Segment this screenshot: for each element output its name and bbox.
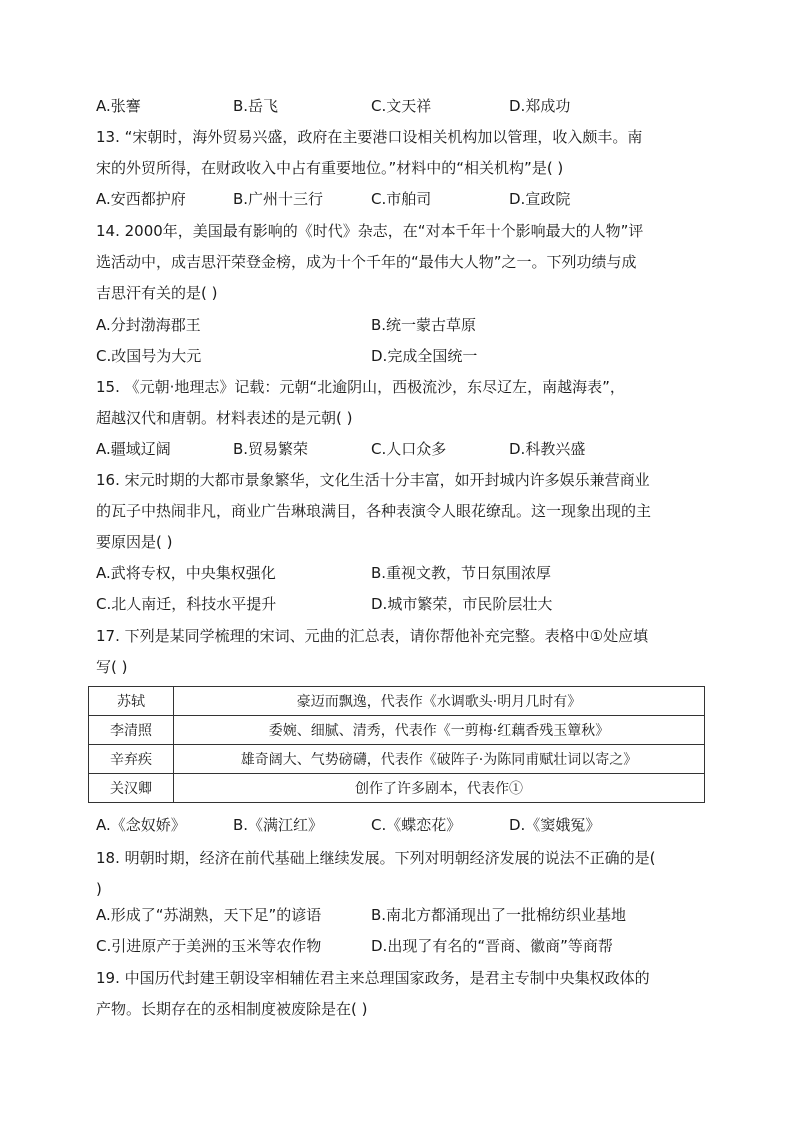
q15-option-c: C.人口众多 bbox=[371, 440, 447, 458]
poet-name: 苏轼 bbox=[89, 687, 174, 716]
q18-option-d: D.出现了有名的“晋商、徽商”等商帮 bbox=[371, 937, 613, 955]
q17-option-b: B.《满江红》 bbox=[233, 816, 324, 834]
q16-stem-line-2: 的瓦子中热闹非凡，商业广告琳琅满目，各种表演令人眼花缭乱。这一现象出现的主 bbox=[96, 502, 652, 520]
q13-option-c: C.市舶司 bbox=[371, 190, 432, 208]
q13-option-b: B.广州十三行 bbox=[233, 190, 324, 208]
q13-option-d: D.宣政院 bbox=[509, 190, 571, 208]
table-row bbox=[89, 687, 705, 716]
q16-stem-line-1: 16. 宋元时期的大都市景象繁华，文化生活十分丰富，如开封城内许多娱乐兼营商业 bbox=[96, 471, 650, 489]
q15-option-d: D.科教兴盛 bbox=[509, 440, 586, 458]
q18-option-c: C.引进原产于美洲的玉米等农作物 bbox=[96, 937, 322, 955]
q19-stem-line-2: 产物。长期存在的丞相制度被废除是在( ) bbox=[96, 1000, 368, 1018]
q14-stem-line-3: 吉思汗有关的是( ) bbox=[96, 284, 218, 302]
q18-option-a: A.形成了“苏湖熟，天下足”的谚语 bbox=[96, 906, 322, 924]
poet-description: 豪迈而飘逸，代表作《水调歌头·明月几时有》 bbox=[174, 687, 705, 716]
q12-option-b: B.岳飞 bbox=[233, 97, 279, 115]
q15-option-b: B.贸易繁荣 bbox=[233, 440, 309, 458]
q14-option-b: B.统一蒙古草原 bbox=[371, 316, 477, 334]
q14-stem-line-1: 14. 2000年，美国最有影响的《时代》杂志，在“对本千年十个影响最大的人物”评 bbox=[96, 222, 644, 240]
q18-option-b: B.南北方都涌现出了一批棉纺织业基地 bbox=[371, 906, 627, 924]
q16-option-d: D.城市繁荣，市民阶层壮大 bbox=[371, 595, 553, 613]
q14-stem-line-2: 选活动中，成吉思汗荣登金榜，成为十个千年的“最伟大人物”之一。下列功绩与成 bbox=[96, 253, 637, 271]
q12-option-a: A.张謇 bbox=[96, 97, 141, 115]
q13-stem-line-1: 13. “宋朝时，海外贸易兴盛，政府在主要港口设相关机构加以管理，收入颇丰。南 bbox=[96, 128, 643, 146]
q16-option-c: C.北人南迁，科技水平提升 bbox=[96, 595, 277, 613]
poet-name: 辛弃疾 bbox=[89, 745, 174, 774]
q17-option-c: C.《蝶恋花》 bbox=[371, 816, 462, 834]
q15-stem-line-2: 超越汉代和唐朝。材料表述的是元朝( ) bbox=[96, 409, 353, 427]
poet-description: 雄奇阔大、气势磅礴，代表作《破阵子·为陈同甫赋壮词以寄之》 bbox=[174, 745, 705, 774]
q14-option-c: C.改国号为大元 bbox=[96, 347, 202, 365]
q13-option-a: A.安西都护府 bbox=[96, 190, 186, 208]
table-row bbox=[89, 774, 705, 803]
q12-option-d: D.郑成功 bbox=[509, 97, 571, 115]
q12-option-c: C.文天祥 bbox=[371, 97, 432, 115]
q13-stem-line-2: 宋的外贸所得，在财政收入中占有重要地位。”材料中的“相关机构”是( ) bbox=[96, 159, 564, 177]
poet-description: 创作了许多剧本，代表作① bbox=[174, 774, 705, 803]
q16-option-b: B.重视文教，节日氛围浓厚 bbox=[371, 564, 552, 582]
q18-stem-line-1: 18. 明朝时期，经济在前代基础上继续发展。下列对明朝经济发展的说法不正确的是( bbox=[96, 849, 656, 867]
q17-stem-line-2: 写( ) bbox=[96, 658, 128, 676]
q15-stem-line-1: 15. 《元朝·地理志》记载：元朝“北逾阴山，西极流沙，东尽辽左，南越海表”， bbox=[96, 378, 625, 396]
q14-option-a: A.分封渤海郡王 bbox=[96, 316, 201, 334]
q15-option-a: A.疆域辽阔 bbox=[96, 440, 171, 458]
poet-name: 关汉卿 bbox=[89, 774, 174, 803]
q14-option-d: D.完成全国统一 bbox=[371, 347, 478, 365]
ci-qu-summary-table bbox=[88, 686, 705, 803]
table-row bbox=[89, 745, 705, 774]
q17-option-d: D.《窦娥冤》 bbox=[509, 816, 601, 834]
poet-name: 李清照 bbox=[89, 716, 174, 745]
q18-stem-line-2: ) bbox=[96, 880, 102, 898]
q17-option-a: A.《念奴娇》 bbox=[96, 816, 186, 834]
poet-description: 委婉、细腻、清秀，代表作《一剪梅·红藕香残玉簟秋》 bbox=[174, 716, 705, 745]
q17-stem-line-1: 17. 下列是某同学梳理的宋词、元曲的汇总表，请你帮他补充完整。表格中①处应填 bbox=[96, 627, 649, 645]
q16-option-a: A.武将专权，中央集权强化 bbox=[96, 564, 276, 582]
q19-stem-line-1: 19. 中国历代封建王朝设宰相辅佐君主来总理国家政务，是君主专制中央集权政体的 bbox=[96, 969, 650, 987]
table-row bbox=[89, 716, 705, 745]
q16-stem-line-3: 要原因是( ) bbox=[96, 533, 173, 551]
